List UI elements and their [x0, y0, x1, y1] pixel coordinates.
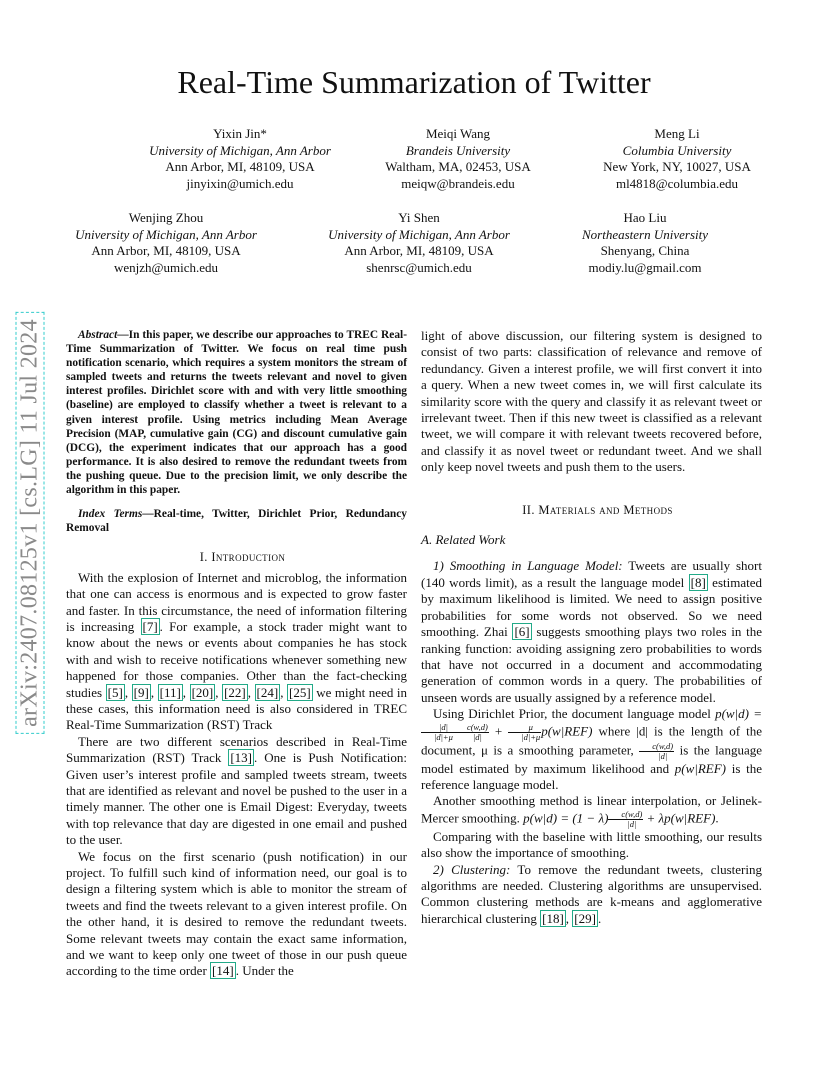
citation-link[interactable]: [18]	[542, 910, 564, 926]
abstract	[66, 328, 407, 497]
citation-link[interactable]: [9]	[133, 684, 149, 700]
citation-link[interactable]: [22]	[224, 684, 246, 700]
subsection-heading-related-work: A. Related Work	[421, 532, 506, 548]
index-terms-text: —Real-time, Twitter, Dirichlet Prior, Redundancy Removal	[66, 508, 407, 535]
author-block	[299, 210, 539, 276]
author-email: wenjzh@umich.edu	[113, 259, 219, 275]
author-affiliation: Columbia University	[622, 142, 732, 158]
author-name: Yixin Jin*	[213, 126, 267, 141]
left-column	[66, 328, 407, 980]
citation-link[interactable]: [8]	[690, 574, 706, 590]
citation-link[interactable]: [11]	[159, 684, 181, 700]
intro-paragraph: There are two different scenarios described in Real-Time Summarization (RST) Track [13] . One is Push Notification: Given user’s interest profile and sampled tweets stream, tweets that are identified as relevant and novel be pushed to the user in a timely manner. The other one is Email Digest: Everyday, tweets with top relevance that day are digested in one email and pushed to the user.	[66, 733, 408, 848]
author-block	[338, 126, 578, 192]
author-affiliation: Northeastern University	[581, 226, 708, 242]
author-address: New York, NY, 10027, USA	[603, 159, 751, 174]
paper-title: Real-Time Summarization of Twitter	[177, 64, 651, 100]
author-email: ml4818@columbia.edu	[615, 175, 739, 191]
author-email: modiy.lu@gmail.com	[588, 259, 702, 275]
author-address: Shenyang, China	[600, 243, 690, 258]
citation-link[interactable]: [7]	[142, 618, 158, 634]
author-affiliation: Brandeis University	[405, 142, 511, 158]
author-affiliation: University of Michigan, Ann Arbor	[75, 226, 257, 242]
author-affiliation: University of Michigan, Ann Arbor	[149, 142, 331, 158]
body-paragraph: Comparing with the baseline with little smoothing, our results also show the importance of smoothing.	[421, 828, 762, 861]
author-name: Hao Liu	[623, 210, 667, 225]
body-paragraph: light of above discussion, our filtering system is designed to consist of two parts: classification of relevance and remove of redundancy. Given a interest profile, we will first convert it into a query. When a new tweet comes in, we will first calculate its similarity score with the query and classify it as relevant tweet or irrelevant tweet. Then if this new tweet is classified as a relevant tweet, we will compare it with relevant tweets recovered before, and classify it as novel tweet or redundant tweet. And we shall only keep novel tweets and push them to the users.	[421, 328, 762, 475]
fraction: $\frac{c(w,d)}{|d|}$	[608, 810, 643, 829]
body-paragraph: 1) Smoothing in Language Model: Tweets are usually short (140 words limit), as a result the language model [8] estimated by maximum likelihood is limited. We need to assign positive probabilities for some words not observed. So we need smoothing. Zhai [6] suggests smoothing plays two roles in the ranking function: avoiding assigning zero probabilities to words that have not occurred in a document and accommodating generation of common words in a query. The probabilities of unseen words are usually assigned by a reference model.	[421, 558, 763, 705]
abstract-text: —In this paper, we describe our approaches to TREC Real-Time Summarization of Twitter. We focus on real time push notification scenario, which requires a system monitors the stream of sampled tweets and returns the tweets relevant and novel to given interest profiles. Dirichlet score with and with very little smoothing (baseline) are employed to classify whether a tweet is relevant to a given interest profile. Using metrics including Mean Average Precision (MAP, cumulative gain (CG) and discount cumulative gain (DCG), the experiment indicates that our approach has a good performance. It is also desired to remove the redundant tweets from the pushing queue. Due to the precision limit, we only describe the algorithm in this paper.	[66, 329, 407, 497]
author-address: Ann Arbor, MI, 48109, USA	[344, 243, 494, 258]
body-paragraph: Using Dirichlet Prior, the document language model p(w|d) = $\frac{|d|}{|d|+\mu}$ $\frac{c(w,d)}{|d|}$ + $\frac{\mu}{|d|+\mu}$ p(w|REF) where |d| is the length of the document, μ is a smoothing parameter, $\frac{c(w,d)}{|d|}$ is the language model estimated by maximum likelihood and p(w|REF) is the reference language model.	[421, 706, 763, 792]
intro-paragraph: With the explosion of Internet and microblog, the information that one can access is enormous and is expected to grow faster and faster. In this circumstance, the need of information filtering is increasing [7] . For example, a stock trader might want to know about the news or events about companies he has stock with and wish to receive notifications whenever something new happened for those companies. Other than the fact-checking studies [5] , [9] , [11] , [20] , [22] , [24] , [25] we might need in these cases, this information need is also considered in TREC Real-Time Summarization (RST) Track	[66, 569, 408, 733]
body-paragraph: Another smoothing method is linear interpolation, or Jelinek-Mercer smoothing. p(w|d) = (1 − λ) $\frac{c(w,d)}{|d|}$ + λp(w|REF).	[421, 793, 762, 829]
author-address: Ann Arbor, MI, 48109, USA	[165, 159, 315, 174]
author-affiliation: University of Michigan, Ann Arbor	[328, 226, 510, 242]
fraction: $\frac{c(w,d)}{|d|}$	[454, 723, 489, 742]
fraction: $\frac{c(w,d)}{|d|}$	[639, 742, 674, 761]
author-address: Ann Arbor, MI, 48109, USA	[91, 243, 241, 258]
author-name: Wenjing Zhou	[128, 210, 204, 225]
arxiv-identifier	[10, 268, 50, 778]
author-email: meiqw@brandeis.edu	[401, 175, 515, 191]
author-address: Waltham, MA, 02453, USA	[385, 159, 531, 174]
author-name: Meng Li	[654, 126, 700, 141]
citation-link[interactable]: [14]	[212, 963, 234, 979]
section-heading-materials-methods: II. Materials and Methods	[522, 502, 673, 517]
citation-link[interactable]: [29]	[574, 910, 596, 926]
abstract-label: Abstract	[78, 329, 118, 341]
intro-paragraph: We focus on the first scenario (push notification) in our project. To fulfill such kind of information need, our goal is to design a filtering system which is able to monitor the stream of tweets and find the tweets relevant to a given interest profile. On the other hand, it is desired to remove the redundant tweets. Some relevant tweets may contain the exact same information, and we want to keep only one tweet of those in our push queue according to the time order [14] . Under the	[66, 848, 407, 979]
author-block	[525, 210, 765, 276]
citation-link[interactable]: [6]	[514, 624, 530, 640]
index-terms-label: Index Terms	[78, 508, 143, 521]
subsubsection-heading: 1) Smoothing in Language Model:	[433, 558, 623, 574]
author-email: shenrsc@umich.edu	[366, 259, 472, 275]
index-terms	[66, 507, 407, 535]
equation: p(w|d) = (1 − λ)	[523, 810, 609, 826]
author-name: Yi Shen	[398, 210, 440, 225]
body-paragraph: 2) Clustering: To remove the redundant tweets, clustering algorithms are needed. Clustering algorithms are unsupervised. Common clustering methods are k-means and agglomerative hierarchical clustering [18] , [29] .	[421, 861, 762, 926]
author-block	[557, 126, 797, 192]
citation-link[interactable]: [25]	[289, 684, 311, 700]
author-email: jinyixin@umich.edu	[186, 175, 294, 191]
equation: p(w|d) =	[715, 706, 762, 722]
citation-link[interactable]: [24]	[256, 684, 279, 700]
author-block	[46, 210, 286, 276]
author-block	[120, 126, 360, 192]
subsubsection-heading: 2) Clustering:	[433, 861, 511, 877]
right-column	[421, 328, 762, 927]
citation-link[interactable]: [5]	[107, 684, 123, 700]
fraction: $\frac{|d|}{|d|+\mu}$	[421, 723, 454, 742]
section-heading-introduction: I. Introduction	[199, 550, 286, 565]
arxiv-identifier-text: arXiv:2407.08125v1 [cs.LG] 11 Jul 2024	[16, 312, 45, 734]
citation-link[interactable]: [13]	[230, 750, 253, 766]
fraction: $\frac{\mu}{|d|+\mu}$	[508, 723, 541, 742]
citation-link[interactable]: [20]	[191, 684, 214, 700]
author-name: Meiqi Wang	[425, 126, 491, 141]
